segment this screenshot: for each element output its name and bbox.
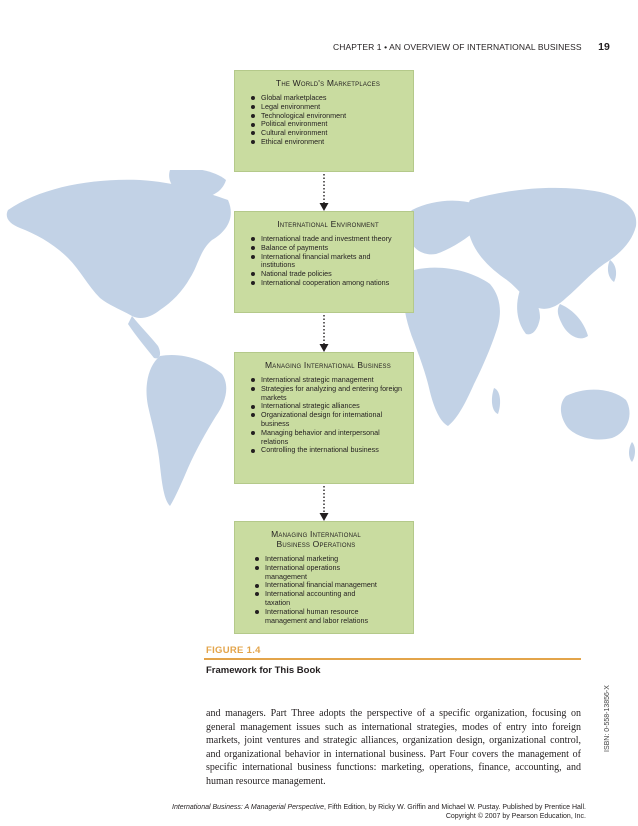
box-list <box>255 555 377 625</box>
box-list <box>251 235 405 288</box>
page-footer <box>120 803 586 821</box>
list-item: Managing behavior and interpersonal relations <box>251 429 405 447</box>
map-north-america <box>7 180 231 318</box>
list-item: Balance of payments <box>251 244 405 253</box>
page-number: 19 <box>598 41 610 53</box>
box-title: Managing International Business <box>265 360 391 370</box>
list-item: Ethical environment <box>251 138 405 147</box>
list-item: International financial management <box>255 581 377 590</box>
list-item: International accounting and taxation <box>255 590 377 608</box>
framework-box-worlds-marketplaces <box>234 70 414 172</box>
list-item: International marketing <box>255 555 377 564</box>
arrow-down-icon <box>318 484 330 522</box>
list-item: International financial markets and institutions <box>251 253 405 271</box>
map-se-asia <box>558 304 588 338</box>
list-item: International trade and investment theory <box>251 235 405 244</box>
list-item: Strategies for analyzing and entering foreign markets <box>251 385 405 403</box>
figure-number: FIGURE 1.4 <box>206 645 261 656</box>
footer-citation <box>120 803 586 812</box>
box-title: International Environment <box>277 219 379 229</box>
list-item: International strategic management <box>251 376 405 385</box>
map-south-america <box>147 355 227 506</box>
figure-rule <box>204 658 581 660</box>
body-paragraph: and managers. Part Three adopts the perspective of a specific organization, focusing on general management issues such as international strategies, modes of entry into foreign markets, joint ventures and strategic alliances, organization design, organizational control, and organizational behavior in international business. Part Four covers the management of specific international business functions: marketing, operations, finance, accounting, and human resource management. <box>206 708 581 787</box>
list-item: Organizational design for international business <box>251 411 405 429</box>
list-item: Political environment <box>251 120 405 129</box>
list-item: Global marketplaces <box>251 94 405 103</box>
framework-box-managing-international-business-operations <box>234 521 414 634</box>
framework-box-international-environment <box>234 211 414 313</box>
list-item: International strategic alliances <box>251 402 405 411</box>
box-title: The World's Marketplaces <box>275 78 381 88</box>
list-item: Controlling the international business <box>251 446 405 455</box>
box-list <box>251 94 405 147</box>
footer-citation-rest: , Fifth Edition, by Ricky W. Griffin and Michael W. Pustay. Published by Prentice Hall. <box>324 804 586 811</box>
footer-copyright: Copyright © 2007 by Pearson Education, Inc. <box>445 813 586 820</box>
list-item: National trade policies <box>251 270 405 279</box>
arrow-down-icon <box>318 313 330 353</box>
box-title: Managing International Business Operations <box>271 529 361 549</box>
map-central-america <box>128 316 160 358</box>
map-madagascar <box>492 388 500 414</box>
list-item: International operations management <box>255 564 377 582</box>
list-item: Cultural environment <box>251 129 405 138</box>
list-item: International cooperation among nations <box>251 279 405 288</box>
list-item: Technological environment <box>251 112 405 121</box>
running-head-title: CHAPTER 1 • AN OVERVIEW OF INTERNATIONAL BUSINESS <box>333 42 582 52</box>
map-new-zealand <box>629 442 635 462</box>
framework-box-managing-international-business <box>234 352 414 484</box>
map-australia <box>561 390 630 440</box>
map-japan <box>608 260 616 282</box>
list-item: International human resource management and labor relations <box>255 608 377 626</box>
running-head <box>300 41 610 53</box>
arrow-down-icon <box>318 172 330 212</box>
map-africa <box>403 268 499 426</box>
figure-caption: Framework for This Book <box>206 665 321 676</box>
isbn-label: ISBN: 0-558-13856-X <box>604 685 611 752</box>
footer-book-title: International Business: A Managerial Perspective <box>172 804 325 811</box>
list-item: Legal environment <box>251 103 405 112</box>
box-list <box>251 376 405 455</box>
